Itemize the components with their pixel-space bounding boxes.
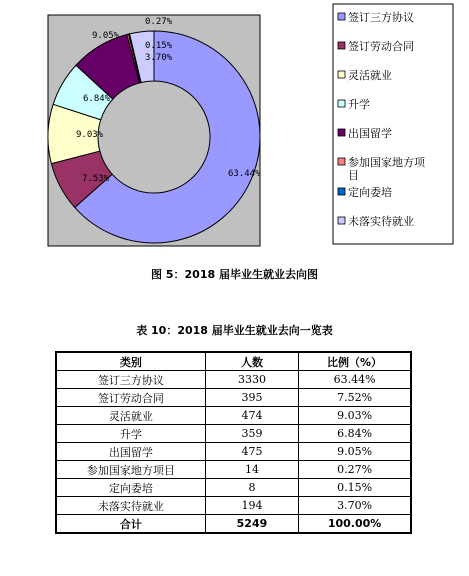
legend-label: 未落实待就业 — [348, 215, 414, 228]
legend-label: 签订劳动合同 — [348, 40, 414, 53]
legend-swatch — [338, 42, 345, 49]
legend-label: 签订三方协议 — [348, 11, 414, 24]
cell-category: 参加国家地方项目 — [56, 461, 205, 479]
cell-ratio: 63.44% — [299, 371, 411, 389]
legend-swatch — [338, 71, 345, 78]
employment-table — [55, 351, 412, 534]
cell-count: 14 — [205, 461, 298, 479]
legend-label: 出国留学 — [348, 127, 392, 140]
cell-count: 3330 — [205, 371, 298, 389]
cell-count: 474 — [205, 407, 298, 425]
table-row — [56, 479, 411, 497]
cell-category: 签订劳动合同 — [56, 389, 205, 407]
data-label: 6.84% — [83, 94, 111, 104]
cell-category: 出国留学 — [56, 443, 205, 461]
total-count: 5249 — [205, 515, 298, 534]
legend-swatch — [338, 217, 345, 224]
cell-ratio: 6.84% — [299, 425, 411, 443]
cell-count: 475 — [205, 443, 298, 461]
table-row — [56, 389, 411, 407]
table-total-row — [56, 515, 411, 534]
legend-swatch — [338, 188, 345, 195]
cell-category: 升学 — [56, 425, 205, 443]
header-ratio: 比例（%） — [299, 352, 411, 371]
header-count: 人数 — [205, 352, 298, 371]
table-row — [56, 371, 411, 389]
table-row — [56, 497, 411, 515]
data-label: 63.44% — [228, 169, 261, 179]
legend-swatch — [338, 13, 345, 20]
cell-count: 194 — [205, 497, 298, 515]
legend-swatch — [338, 100, 345, 107]
table-row — [56, 461, 411, 479]
donut-chart — [0, 0, 469, 262]
legend-label: 目 — [348, 169, 359, 182]
data-label: 3.70% — [145, 53, 173, 63]
legend-label: 参加国家地方项 — [348, 156, 425, 169]
header-category: 类别 — [56, 352, 205, 371]
figure-caption: 图 5：2018 届毕业生就业去向图 — [151, 268, 318, 281]
data-label: 0.27% — [145, 17, 173, 27]
data-label: 7.53% — [82, 174, 110, 184]
legend-swatch — [338, 158, 345, 165]
data-label: 9.05% — [92, 31, 120, 41]
table-row — [56, 443, 411, 461]
cell-count: 395 — [205, 389, 298, 407]
cell-category: 签订三方协议 — [56, 371, 205, 389]
cell-count: 359 — [205, 425, 298, 443]
table-caption: 表 10：2018 届毕业生就业去向一览表 — [136, 324, 333, 337]
cell-category: 未落实待就业 — [56, 497, 205, 515]
data-label: 9.03% — [76, 130, 104, 140]
cell-category: 灵活就业 — [56, 407, 205, 425]
legend-label: 升学 — [348, 98, 370, 111]
table-row — [56, 407, 411, 425]
cell-count: 8 — [205, 479, 298, 497]
table-row — [56, 425, 411, 443]
cell-ratio: 7.52% — [299, 389, 411, 407]
total-label: 合计 — [56, 515, 205, 534]
cell-category: 定向委培 — [56, 479, 205, 497]
data-label: 0.15% — [145, 41, 173, 51]
total-ratio: 100.00% — [299, 515, 411, 534]
cell-ratio: 3.70% — [299, 497, 411, 515]
legend-label: 定向委培 — [348, 186, 392, 199]
table-header-row — [56, 352, 411, 371]
cell-ratio: 0.27% — [299, 461, 411, 479]
cell-ratio: 9.05% — [299, 443, 411, 461]
cell-ratio: 9.03% — [299, 407, 411, 425]
cell-ratio: 0.15% — [299, 479, 411, 497]
legend-label: 灵活就业 — [348, 69, 392, 82]
legend-swatch — [338, 129, 345, 136]
